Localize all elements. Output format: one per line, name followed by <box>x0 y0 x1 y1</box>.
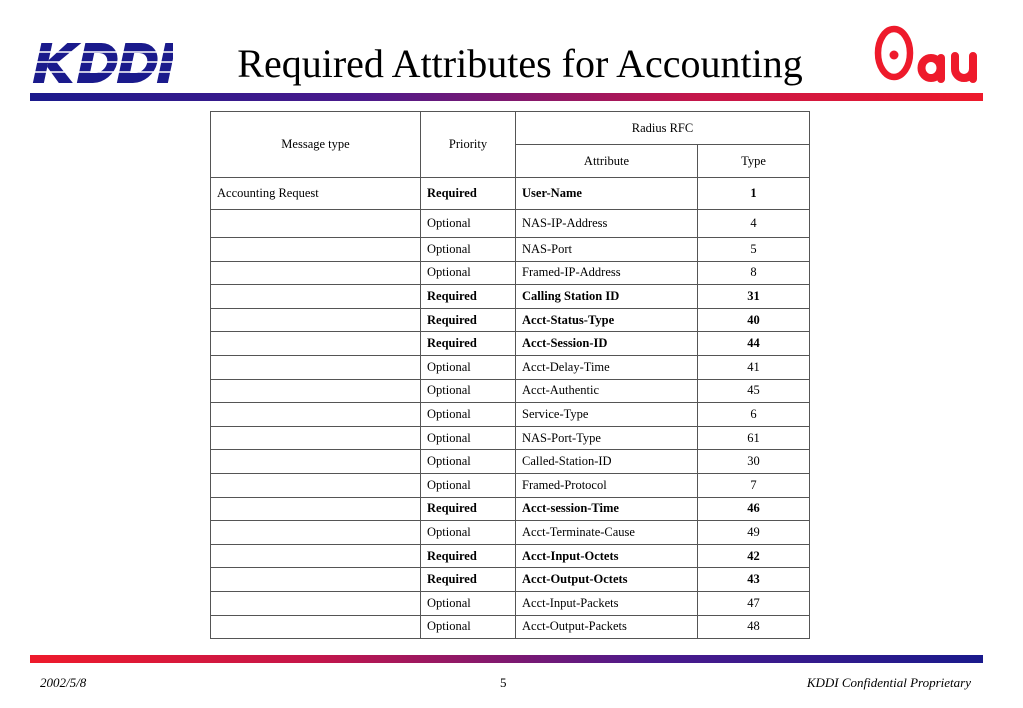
cell-priority: Optional <box>421 403 516 427</box>
cell-priority: Required <box>421 568 516 592</box>
cell-type: 8 <box>698 261 810 285</box>
table-row <box>211 568 810 592</box>
footer-date: 2002/5/8 <box>40 675 87 690</box>
cell-type: 1 <box>698 178 810 210</box>
cell-type: 30 <box>698 450 810 474</box>
footer-page-number: 5 <box>500 675 507 690</box>
header-divider-bar <box>30 93 983 101</box>
table-row <box>211 497 810 521</box>
cell-type: 7 <box>698 473 810 497</box>
table-row <box>211 355 810 379</box>
cell-priority: Optional <box>421 238 516 262</box>
cell-message-type <box>211 261 421 285</box>
table-row <box>211 591 810 615</box>
table-row <box>211 521 810 545</box>
cell-attribute: Acct-Input-Octets <box>516 544 698 568</box>
cell-attribute: Acct-Input-Packets <box>516 591 698 615</box>
table-row <box>211 308 810 332</box>
cell-attribute: Acct-session-Time <box>516 497 698 521</box>
cell-attribute: Acct-Terminate-Cause <box>516 521 698 545</box>
cell-message-type <box>211 544 421 568</box>
cell-attribute: Service-Type <box>516 403 698 427</box>
cell-attribute: Framed-Protocol <box>516 473 698 497</box>
cell-message-type <box>211 521 421 545</box>
cell-priority: Optional <box>421 450 516 474</box>
header-message-type: Message type <box>211 112 421 178</box>
table-row <box>211 261 810 285</box>
cell-message-type <box>211 308 421 332</box>
cell-type: 47 <box>698 591 810 615</box>
table-row <box>211 426 810 450</box>
cell-type: 6 <box>698 403 810 427</box>
table-row <box>211 238 810 262</box>
cell-type: 45 <box>698 379 810 403</box>
cell-priority: Optional <box>421 355 516 379</box>
cell-priority: Required <box>421 285 516 309</box>
cell-attribute: NAS-Port-Type <box>516 426 698 450</box>
cell-type: 44 <box>698 332 810 356</box>
table-row <box>211 473 810 497</box>
cell-priority: Required <box>421 332 516 356</box>
cell-priority: Optional <box>421 615 516 639</box>
cell-message-type <box>211 615 421 639</box>
cell-attribute: Acct-Delay-Time <box>516 355 698 379</box>
cell-priority: Required <box>421 497 516 521</box>
cell-priority: Optional <box>421 521 516 545</box>
cell-message-type <box>211 379 421 403</box>
cell-attribute: Calling Station ID <box>516 285 698 309</box>
cell-message-type <box>211 210 421 238</box>
cell-priority: Required <box>421 544 516 568</box>
cell-message-type <box>211 473 421 497</box>
cell-type: 31 <box>698 285 810 309</box>
header-radius-rfc: Radius RFC <box>516 112 810 145</box>
cell-message-type <box>211 497 421 521</box>
cell-message-type: Accounting Request <box>211 178 421 210</box>
cell-message-type <box>211 332 421 356</box>
table-row <box>211 210 810 238</box>
cell-type: 42 <box>698 544 810 568</box>
cell-message-type <box>211 285 421 309</box>
table-row <box>211 332 810 356</box>
cell-type: 48 <box>698 615 810 639</box>
cell-priority: Required <box>421 308 516 332</box>
kddi-logo <box>28 40 173 86</box>
attributes-table <box>210 111 810 639</box>
cell-attribute: Acct-Output-Octets <box>516 568 698 592</box>
table-header-row <box>211 112 810 145</box>
cell-attribute: Acct-Authentic <box>516 379 698 403</box>
table-row <box>211 285 810 309</box>
cell-attribute: Acct-Session-ID <box>516 332 698 356</box>
table-row <box>211 379 810 403</box>
cell-priority: Optional <box>421 426 516 450</box>
cell-type: 40 <box>698 308 810 332</box>
table-row <box>211 544 810 568</box>
cell-priority: Optional <box>421 379 516 403</box>
cell-priority: Optional <box>421 591 516 615</box>
table-body <box>211 178 810 639</box>
cell-priority: Required <box>421 178 516 210</box>
cell-message-type <box>211 568 421 592</box>
cell-message-type <box>211 591 421 615</box>
header-priority: Priority <box>421 112 516 178</box>
cell-type: 43 <box>698 568 810 592</box>
cell-attribute: Called-Station-ID <box>516 450 698 474</box>
page-title: Required Attributes for Accounting <box>237 41 803 86</box>
footer-confidential: KDDI Confidential Proprietary <box>806 675 971 690</box>
cell-priority: Optional <box>421 210 516 238</box>
cell-priority: Optional <box>421 473 516 497</box>
cell-attribute: NAS-IP-Address <box>516 210 698 238</box>
cell-message-type <box>211 355 421 379</box>
table-row <box>211 178 810 210</box>
au-logo <box>872 22 984 88</box>
cell-message-type <box>211 238 421 262</box>
cell-type: 5 <box>698 238 810 262</box>
cell-priority: Optional <box>421 261 516 285</box>
cell-message-type <box>211 426 421 450</box>
table-row <box>211 403 810 427</box>
table-row <box>211 450 810 474</box>
cell-type: 4 <box>698 210 810 238</box>
cell-type: 49 <box>698 521 810 545</box>
cell-attribute: Framed-IP-Address <box>516 261 698 285</box>
footer-divider-bar <box>30 655 983 663</box>
table-row <box>211 615 810 639</box>
cell-type: 41 <box>698 355 810 379</box>
cell-attribute: NAS-Port <box>516 238 698 262</box>
cell-attribute: User-Name <box>516 178 698 210</box>
cell-message-type <box>211 403 421 427</box>
cell-attribute: Acct-Output-Packets <box>516 615 698 639</box>
cell-type: 61 <box>698 426 810 450</box>
header-type: Type <box>698 145 810 178</box>
cell-attribute: Acct-Status-Type <box>516 308 698 332</box>
header-attribute: Attribute <box>516 145 698 178</box>
cell-type: 46 <box>698 497 810 521</box>
cell-message-type <box>211 450 421 474</box>
